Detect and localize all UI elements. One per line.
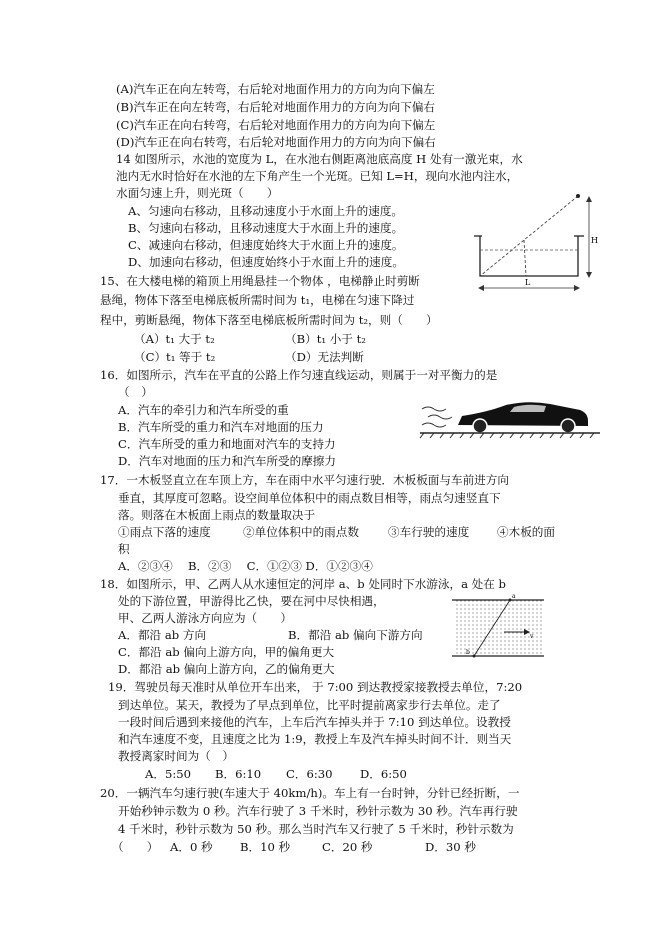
q20-option-a: A．0 秒 bbox=[170, 840, 213, 854]
q16-stem-2: （ ） bbox=[118, 385, 153, 399]
q17-item-tail: 积 bbox=[118, 542, 130, 556]
width-label: L bbox=[525, 278, 531, 287]
q14-stem-3: 水面匀速上升，则光斑（ ） bbox=[116, 186, 279, 200]
q13-option-c: (C)汽车正在向右转弯，右后轮对地面作用力的方向为向下偏左 bbox=[116, 118, 436, 132]
car-road-illustration bbox=[418, 395, 603, 440]
q17-item-3: ③车行驶的速度 bbox=[388, 525, 470, 539]
q15-option-c: （C）t₁ 等于 t₂ bbox=[134, 350, 216, 364]
q20-answer-paren: （ ） bbox=[112, 840, 159, 854]
q14-stem-2: 池内无水时恰好在水池的左下角产生一个光斑。已知 L=H，现向水池内注水， bbox=[116, 169, 519, 183]
q17-stem-3: 落。则落在木板面上雨点的数量取决于 bbox=[118, 508, 316, 522]
q15-option-a: （A）t₁ 大于 t₂ bbox=[134, 332, 215, 346]
q13-option-b: (B)汽车正在向左转弯，右后轮对地面作用力的方向为向下偏右 bbox=[116, 100, 436, 114]
q19-stem-5: 教授离家时间为（ ） bbox=[118, 749, 234, 763]
q19-option-b: B．6:10 bbox=[215, 767, 262, 781]
q17-item-4: ④木板的面 bbox=[497, 525, 555, 539]
q18-option-a: A．都沿 ab 方向 bbox=[118, 628, 207, 642]
q14-stem-1: 14 如图所示，水池的宽度为 L，在水池右侧距离池底高度 H 处有一激光束，水 bbox=[116, 152, 523, 166]
pool-laser-diagram bbox=[470, 188, 600, 298]
q20-option-b: B．10 秒 bbox=[240, 840, 291, 854]
q19-option-a: A．5:50 bbox=[145, 767, 192, 781]
q18-option-b: B．都沿 ab 偏向下游方向 bbox=[288, 628, 423, 642]
q17-item-1: ①雨点下落的速度 bbox=[118, 525, 211, 539]
q18-stem-2: 处的下游位置，甲游得比乙快，要在河中尽快相遇， bbox=[118, 594, 385, 608]
q17-item-2: ②单位体积中的雨点数 bbox=[243, 525, 359, 539]
q20-stem-2: 开始秒钟示数为 0 秒。汽车行驶了 3 千米时，秒针示数为 30 秒。汽车再行驶 bbox=[118, 804, 518, 818]
q17-stem-2: 垂直，其厚度可忽略。设空间单位体积中的雨点数目相等，雨点匀速竖直下 bbox=[118, 491, 501, 505]
q17-options: A．②③④ B．②③ C．①②③ D．①②③④ bbox=[118, 559, 373, 573]
height-label: H bbox=[591, 236, 598, 245]
q16-option-a: A．汽车的牵引力和汽车所受的重 bbox=[118, 403, 289, 417]
q16-stem-1: 16．如图所示，汽车在平直的公路上作匀速直线运动，则属于一对平衡力的是 bbox=[100, 368, 498, 382]
q17-stem-1: 17．一木板竖直立在车顶上方，车在雨中水平匀速行驶．木板板面与车前进方向 bbox=[100, 473, 509, 487]
q13-option-a: (A)汽车正在向左转弯，右后轮对地面作用力的方向为向下偏左 bbox=[116, 82, 435, 96]
q16-option-d: D．汽车对地面的压力和汽车所受的摩擦力 bbox=[118, 454, 336, 468]
q13-option-d: (D)汽车正在向右转弯，右后轮对地面作用力的方向为向下偏右 bbox=[116, 135, 436, 149]
bank-point-b: b bbox=[466, 649, 470, 656]
q18-option-c: C．都沿 ab 偏向上游方向，甲的偏角更大 bbox=[118, 645, 335, 659]
q20-stem-3: 4 千米时，秒针示数为 50 秒。那么当时汽车又行驶了 5 千米时，秒针示数为 bbox=[118, 822, 514, 836]
q18-option-d: D．都沿 ab 偏向上游方向，乙的偏角更大 bbox=[118, 662, 335, 676]
q18-stem-1: 18．如图所示，甲、乙两人从水速恒定的河岸 a、b 处同时下水游泳，a 处在 b bbox=[100, 577, 506, 591]
q19-stem-4: 和汽车速度不变，且速度之比为 1:9，教授上车及汽车掉头时间不计．则当天 bbox=[118, 732, 512, 746]
q15-stem-1: 15、在大楼电梯的箱顶上用绳悬挂一个物体 ，电梯静止时剪断 bbox=[100, 274, 420, 288]
q20-stem-1: 20．一辆汽车匀速行驶(车速大于 40km/h)。车上有一台时钟，分针已经折断，一 bbox=[100, 786, 520, 800]
q19-stem-1: 19．驾驶员每天准时从单位开车出来， 于 7:00 到达教授家接教授去单位，7:20 bbox=[108, 680, 523, 694]
q15-stem-2: 悬绳，物体下落至电梯底板所需时间为 t₁，电梯在匀速下降过 bbox=[100, 293, 415, 307]
q20-option-d: D．30 秒 bbox=[425, 840, 476, 854]
q15-stem-3: 程中，剪断悬绳，物体下落至电梯底板所需时间为 t₂，则（ ） bbox=[100, 313, 438, 327]
flow-label: v bbox=[530, 633, 534, 640]
q18-stem-3: 甲、乙两人游泳方向应为（ ） bbox=[118, 611, 292, 625]
q16-option-c: C．汽车所受的重力和地面对汽车的支持力 bbox=[118, 437, 336, 451]
q19-stem-2: 到达单位。某天，教授为了早点到单位，比平时提前离家步行去单位。走了 bbox=[118, 698, 501, 712]
q20-option-c: C．20 秒 bbox=[322, 840, 373, 854]
q15-option-b: （B）t₁ 小于 t₂ bbox=[285, 332, 366, 346]
q19-option-d: D．6:50 bbox=[360, 767, 407, 781]
q14-option-c: C、减速向右移动，但速度始终大于水面上升的速度。 bbox=[128, 238, 404, 252]
q14-option-a: A、匀速向右移动，且移动速度小于水面上升的速度。 bbox=[128, 204, 404, 218]
q14-option-d: D、加速向右移动，但速度始终小于水面上升的速度。 bbox=[128, 255, 404, 269]
river-crossing-diagram bbox=[448, 592, 548, 662]
bank-point-a: a bbox=[512, 593, 516, 600]
q16-option-b: B．汽车所受的重力和汽车对地面的压力 bbox=[118, 420, 324, 434]
q14-option-b: B、匀速向右移动，且移动速度大于水面上升的速度。 bbox=[128, 221, 404, 235]
q19-stem-3: 一段时间后遇到来接他的汽车，上车后汽车掉头并于 7:10 到达单位。设教授 bbox=[118, 715, 511, 729]
q15-option-d: （D）无法判断 bbox=[285, 350, 364, 364]
q19-option-c: C．6:30 bbox=[286, 767, 333, 781]
